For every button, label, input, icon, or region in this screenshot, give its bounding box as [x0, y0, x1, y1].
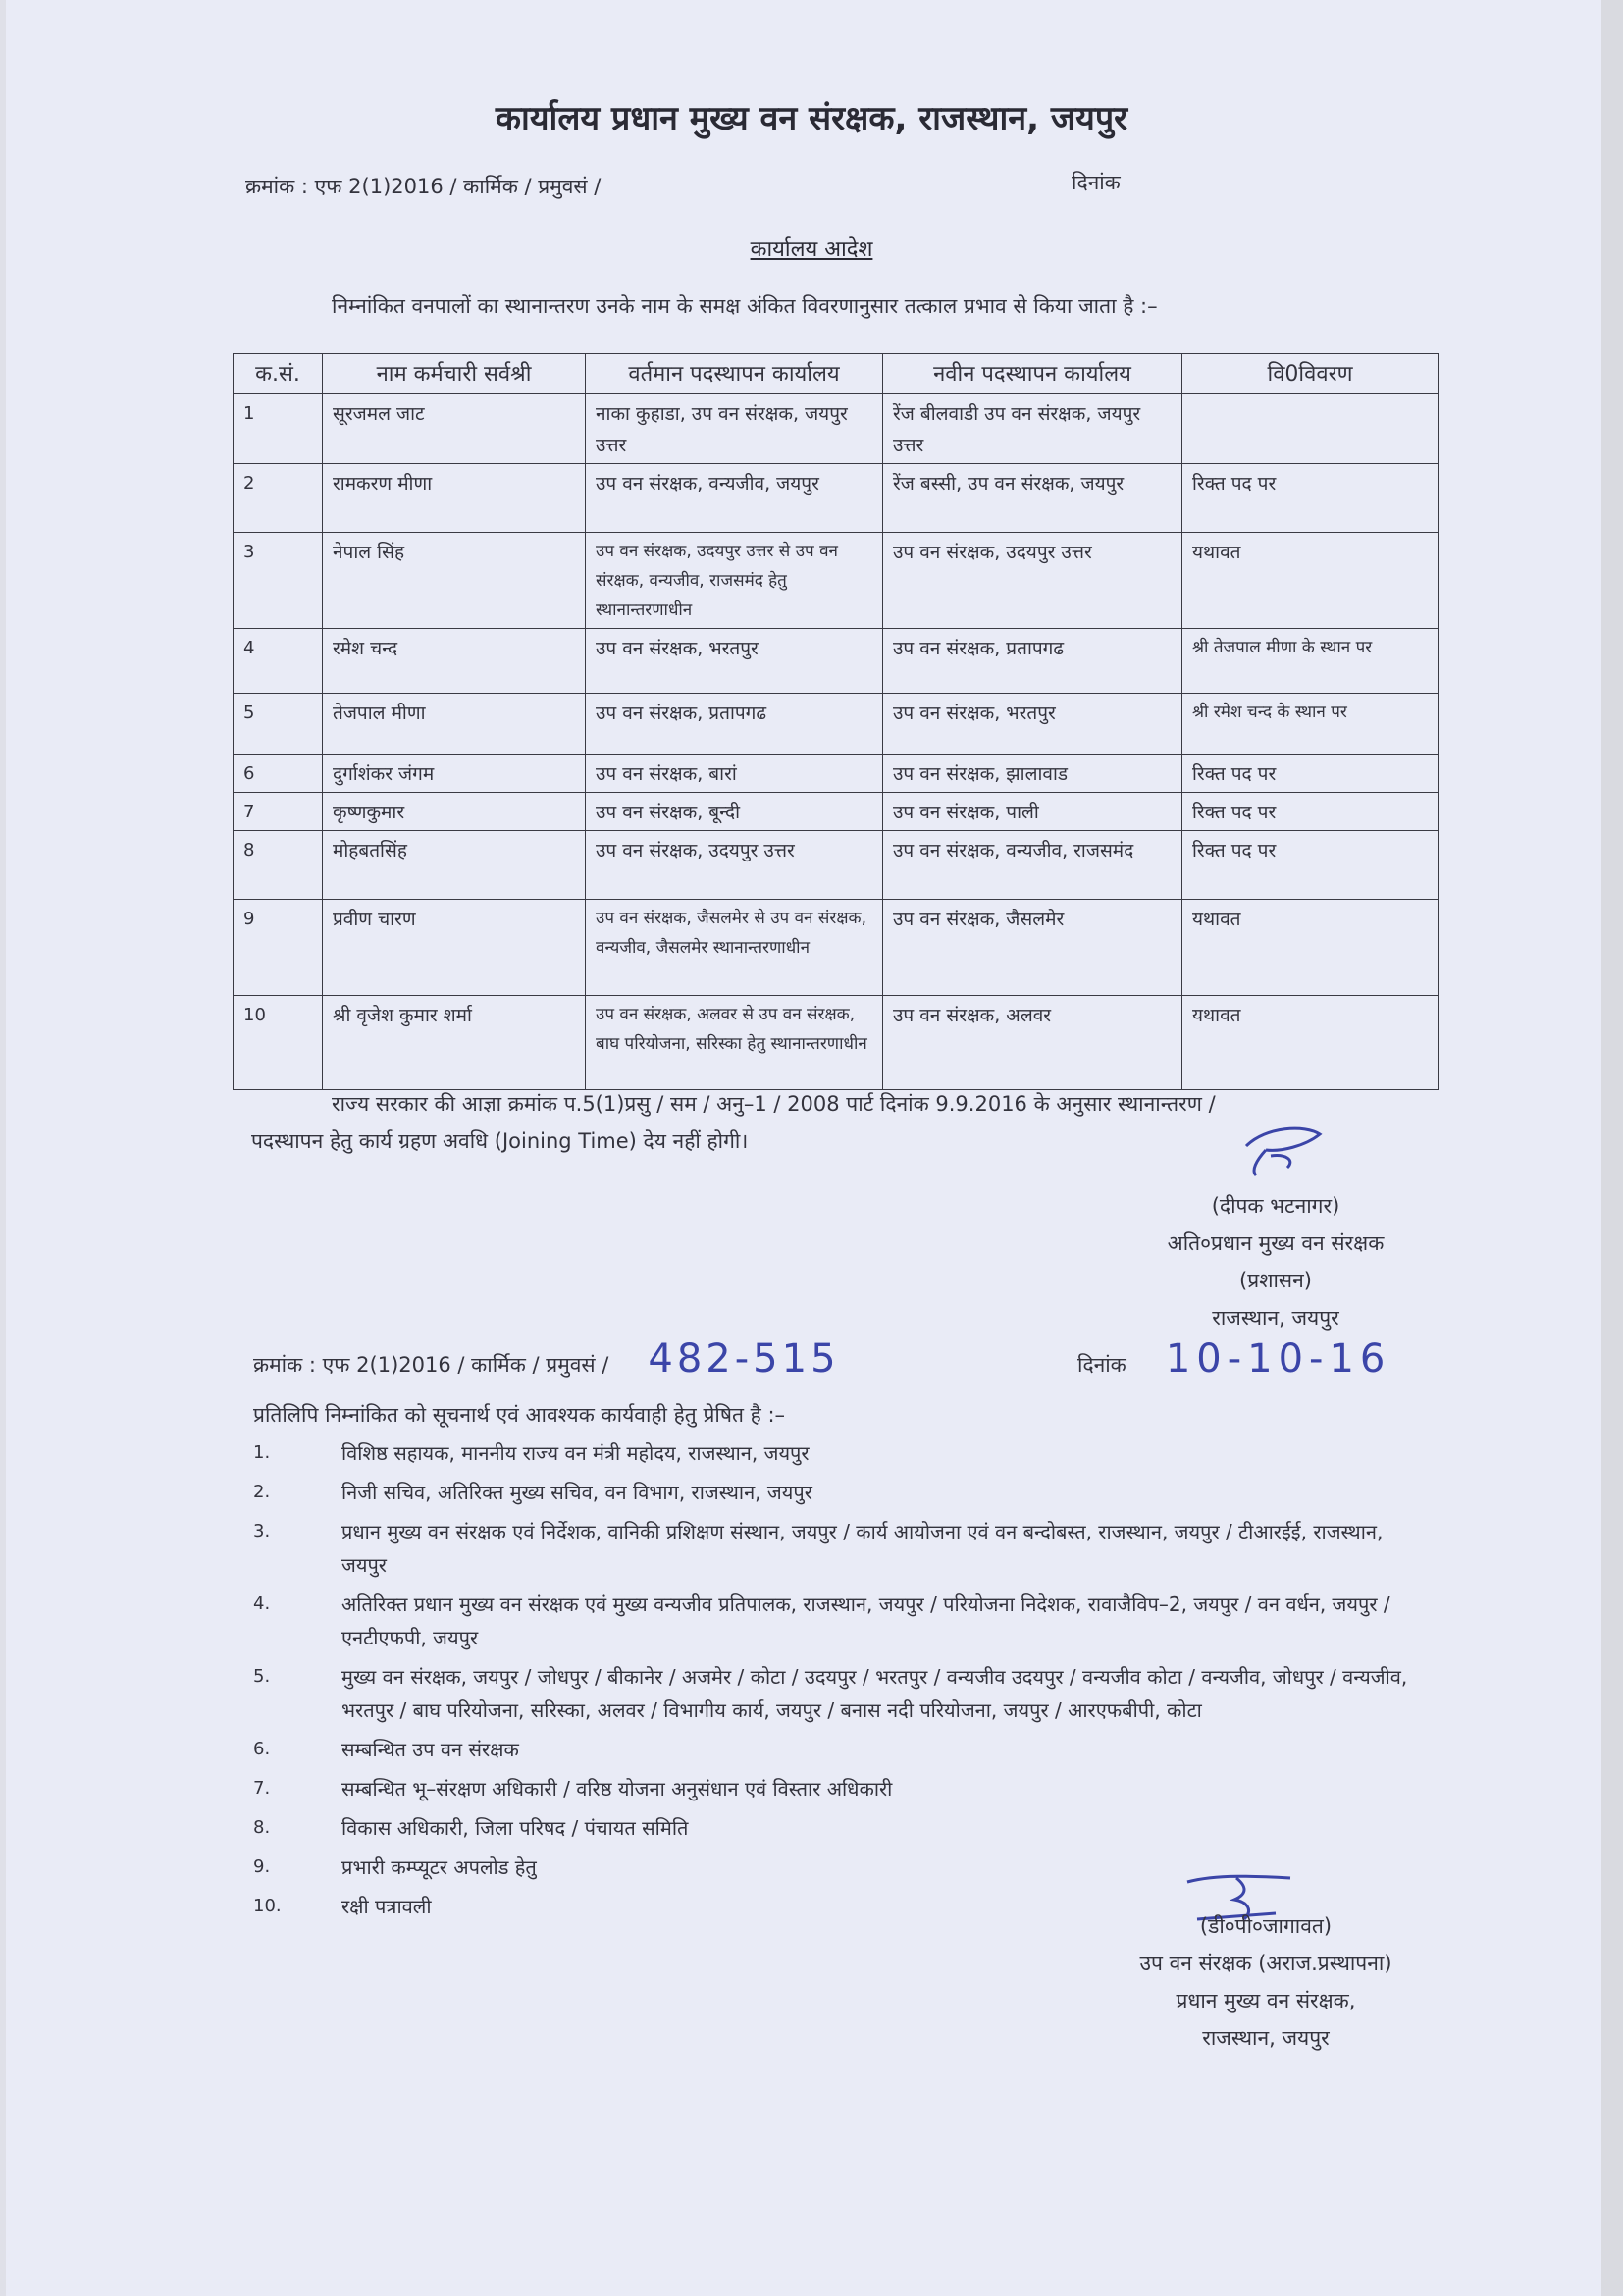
list-item-number: 1. [253, 1442, 271, 1463]
copy-reference-label: क्रमांक : एफ 2(1)2016 / कार्मिक / प्रमुवसं / [253, 1353, 609, 1377]
note-line-1: राज्य सरकार की आज्ञा क्रमांक प.5(1)प्रसु / सम / अनु–1 / 2008 पार्ट दिनांक 9.9.2016 के अनुसार स्थानान्तरण / [332, 1092, 1216, 1116]
order-heading: कार्यालय आदेश [750, 237, 873, 262]
list-item-text: निजी सचिव, अतिरिक्त मुख्य सचिव, वन विभाग, राजस्थान, जयपुर [341, 1481, 812, 1504]
list-item [253, 1811, 1411, 1845]
list-item [253, 1515, 1411, 1582]
copy-reference [253, 1336, 840, 1382]
cell-remarks [1182, 394, 1439, 464]
cell-serial: 6 [234, 755, 323, 793]
column-header-name: नाम कर्मचारी सर्वश्री [323, 354, 586, 394]
cell-name: मोहबतसिंह [323, 831, 586, 900]
table-row [234, 755, 1439, 793]
list-item-text: प्रधान मुख्य वन संरक्षक एवं निर्देशक, वानिकी प्रशिक्षण संस्थान, जयपुर / कार्य आयोजना एवं वन बन्दोबस्त, राजस्थान, जयपुर / टीआरईई, राजस्थान, जयपुर [341, 1520, 1384, 1577]
note-line-2: पदस्थापन हेतु कार्य ग्रहण अवधि (Joining Time) देय नहीं होगी। [251, 1129, 749, 1153]
cell-serial: 8 [234, 831, 323, 900]
cell-serial: 7 [234, 793, 323, 831]
cell-new-posting: उप वन संरक्षक, पाली [883, 793, 1182, 831]
order-reference: क्रमांक : एफ 2(1)2016 / कार्मिक / प्रमुवसं / [245, 175, 602, 198]
cell-new-posting: उप वन संरक्षक, वन्यजीव, राजसमंद [883, 831, 1182, 900]
signatory-designation: अति०प्रधान मुख्य वन संरक्षक [1167, 1231, 1385, 1255]
list-item-number: 5. [253, 1666, 271, 1687]
order-intro: निम्नांकित वनपालों का स्थानान्तरण उनके नाम के समक्ष अंकित विवरणानुसार तत्काल प्रभाव से किया जाता है :– [332, 294, 1158, 318]
list-item [253, 1588, 1411, 1654]
cell-serial: 2 [234, 464, 323, 533]
table-row [234, 831, 1439, 900]
cell-current-posting: उप वन संरक्षक, वन्यजीव, जयपुर [586, 464, 883, 533]
list-item-number: 3. [253, 1521, 271, 1541]
cell-serial: 5 [234, 694, 323, 755]
table-header-row [234, 354, 1439, 394]
list-item-text: विशिष्ठ सहायक, माननीय राज्य वन मंत्री महोदय, राजस्थान, जयपुर [341, 1441, 810, 1465]
signatory-name: (डी०पी०जागावत) [1199, 1914, 1333, 1938]
cell-current-posting: उप वन संरक्षक, बून्दी [586, 793, 883, 831]
cell-new-posting: उप वन संरक्षक, जैसलमेर [883, 900, 1182, 996]
table-row [234, 629, 1439, 694]
office-title: कार्यालय प्रधान मुख्य वन संरक्षक, राजस्थान, जयपुर [495, 99, 1128, 138]
list-item-number: 9. [253, 1856, 271, 1877]
signature-block-1 [1109, 1187, 1442, 1336]
signatory-office: प्रधान मुख्य वन संरक्षक, [1176, 1989, 1356, 2012]
list-item [253, 1660, 1411, 1727]
cell-remarks: श्री रमेश चन्द के स्थान पर [1182, 694, 1439, 755]
table-row [234, 996, 1439, 1090]
list-item [253, 1476, 1411, 1509]
cell-new-posting: उप वन संरक्षक, भरतपुर [883, 694, 1182, 755]
scan-edge-right [1601, 0, 1623, 2296]
copy-recipient-list [253, 1436, 1411, 1929]
column-header-current-posting: वर्तमान पदस्थापन कार्यालय [586, 354, 883, 394]
cell-serial: 4 [234, 629, 323, 694]
list-item-number: 2. [253, 1482, 271, 1502]
scan-edge-left [0, 0, 6, 2296]
column-header-remarks: वि0विवरण [1182, 354, 1439, 394]
column-header-new-posting: नवीन पदस्थापन कार्यालय [883, 354, 1182, 394]
cell-remarks: रिक्त पद पर [1182, 793, 1439, 831]
signature-block-2 [1079, 1907, 1452, 2057]
cell-new-posting: रेंज बस्सी, उप वन संरक्षक, जयपुर [883, 464, 1182, 533]
list-item [253, 1733, 1411, 1766]
list-item-number: 10. [253, 1896, 282, 1916]
table-row [234, 900, 1439, 996]
list-item-number: 6. [253, 1739, 271, 1759]
copy-date-label: दिनांक [1077, 1353, 1126, 1377]
table-row [234, 694, 1439, 755]
cell-remarks: यथावत [1182, 996, 1439, 1090]
cell-serial: 3 [234, 533, 323, 629]
handwritten-dispatch-number: 482-515 [648, 1336, 840, 1382]
cell-new-posting: रेंज बीलवाडी उप वन संरक्षक, जयपुर उत्तर [883, 394, 1182, 464]
list-item-text: रक्षी पत्रावली [341, 1895, 432, 1918]
copy-intro: प्रतिलिपि निम्नांकित को सूचनार्थ एवं आवश्यक कार्यवाही हेतु प्रेषित है :– [253, 1403, 786, 1427]
cell-current-posting: उप वन संरक्षक, उदयपुर उत्तर [586, 831, 883, 900]
list-item-text: प्रभारी कम्प्यूटर अपलोड हेतु [341, 1855, 537, 1879]
signatory-designation: उप वन संरक्षक (अराज.प्रस्थापना) [1139, 1952, 1392, 1975]
cell-current-posting: उप वन संरक्षक, बारां [586, 755, 883, 793]
list-item-text: विकास अधिकारी, जिला परिषद / पंचायत समिति [341, 1816, 689, 1840]
cell-serial: 9 [234, 900, 323, 996]
signatory-place: राजस्थान, जयपुर [1202, 2026, 1330, 2050]
list-item-text: सम्बन्धित भू–संरक्षण अधिकारी / वरिष्ठ योजना अनुसंधान एवं विस्तार अधिकारी [341, 1777, 893, 1800]
column-header-serial: क.सं. [234, 354, 323, 394]
cell-name: श्री वृजेश कुमार शर्मा [323, 996, 586, 1090]
cell-remarks: यथावत [1182, 900, 1439, 996]
cell-current-posting: उप वन संरक्षक, जैसलमेर से उप वन संरक्षक, वन्यजीव, जैसलमेर स्थानान्तरणाधीन [586, 900, 883, 996]
cell-name: रामकरण मीणा [323, 464, 586, 533]
table-row [234, 533, 1439, 629]
table-row [234, 464, 1439, 533]
cell-remarks: यथावत [1182, 533, 1439, 629]
cell-new-posting: उप वन संरक्षक, प्रतापगढ [883, 629, 1182, 694]
handwritten-date: 10-10-16 [1165, 1336, 1391, 1382]
cell-new-posting: उप वन संरक्षक, अलवर [883, 996, 1182, 1090]
list-item-number: 7. [253, 1778, 271, 1799]
cell-current-posting: नाका कुहाडा, उप वन संरक्षक, जयपुर उत्तर [586, 394, 883, 464]
cell-current-posting: उप वन संरक्षक, भरतपुर [586, 629, 883, 694]
cell-name: दुर्गाशंकर जंगम [323, 755, 586, 793]
cell-new-posting: उप वन संरक्षक, झालावाड [883, 755, 1182, 793]
signatory-department: (प्रशासन) [1239, 1269, 1312, 1292]
list-item [253, 1772, 1411, 1805]
cell-remarks: रिक्त पद पर [1182, 464, 1439, 533]
cell-name: रमेश चन्द [323, 629, 586, 694]
cell-current-posting: उप वन संरक्षक, प्रतापगढ [586, 694, 883, 755]
cell-name: सूरजमल जाट [323, 394, 586, 464]
order-date-label: दिनांक [1072, 171, 1121, 194]
cell-current-posting: उप वन संरक्षक, अलवर से उप वन संरक्षक, बाघ परियोजना, सरिस्का हेतु स्थानान्तरणाधीन [586, 996, 883, 1090]
list-item-text: सम्बन्धित उप वन संरक्षक [341, 1738, 519, 1761]
list-item-text: मुख्य वन संरक्षक, जयपुर / जोधपुर / बीकानेर / अजमेर / कोटा / उदयपुर / भरतपुर / वन्यजीव उदयपुर / वन्यजीव कोटा / वन्यजीव, जोधपुर / वन्यजीव, भरतपुर / बाघ परियोजना, सरिस्का, अलवर / विभागीय कार्य, जयपुर / बनास नदी परियोजना, जयपुर / आरएफबीपी, कोटा [341, 1665, 1408, 1722]
cell-new-posting: उप वन संरक्षक, उदयपुर उत्तर [883, 533, 1182, 629]
cell-serial: 1 [234, 394, 323, 464]
list-item-number: 8. [253, 1817, 271, 1838]
cell-remarks: श्री तेजपाल मीणा के स्थान पर [1182, 629, 1439, 694]
signature-scribble-1 [1227, 1117, 1344, 1185]
signatory-place: राजस्थान, जयपुर [1212, 1306, 1339, 1330]
table-row [234, 394, 1439, 464]
cell-name: तेजपाल मीणा [323, 694, 586, 755]
copy-date [1077, 1336, 1390, 1382]
list-item [253, 1436, 1411, 1470]
table-row [234, 793, 1439, 831]
cell-name: कृष्णकुमार [323, 793, 586, 831]
cell-name: प्रवीण चारण [323, 900, 586, 996]
signatory-name: (दीपक भटनागर) [1211, 1194, 1340, 1218]
list-item-text: अतिरिक्त प्रधान मुख्य वन संरक्षक एवं मुख्य वन्यजीव प्रतिपालक, राजस्थान, जयपुर / परियोजना निदेशक, रावाजैविप–2, जयपुर / वन वर्धन, जयपुर / एनटीएफपी, जयपुर [341, 1592, 1390, 1649]
list-item-number: 4. [253, 1593, 271, 1614]
cell-current-posting: उप वन संरक्षक, उदयपुर उत्तर से उप वन संरक्षक, वन्यजीव, राजसमंद हेतु स्थानान्तरणाधीन [586, 533, 883, 629]
cell-serial: 10 [234, 996, 323, 1090]
cell-name: नेपाल सिंह [323, 533, 586, 629]
cell-remarks: रिक्त पद पर [1182, 755, 1439, 793]
cell-remarks: रिक्त पद पर [1182, 831, 1439, 900]
transfer-table [233, 353, 1439, 1090]
